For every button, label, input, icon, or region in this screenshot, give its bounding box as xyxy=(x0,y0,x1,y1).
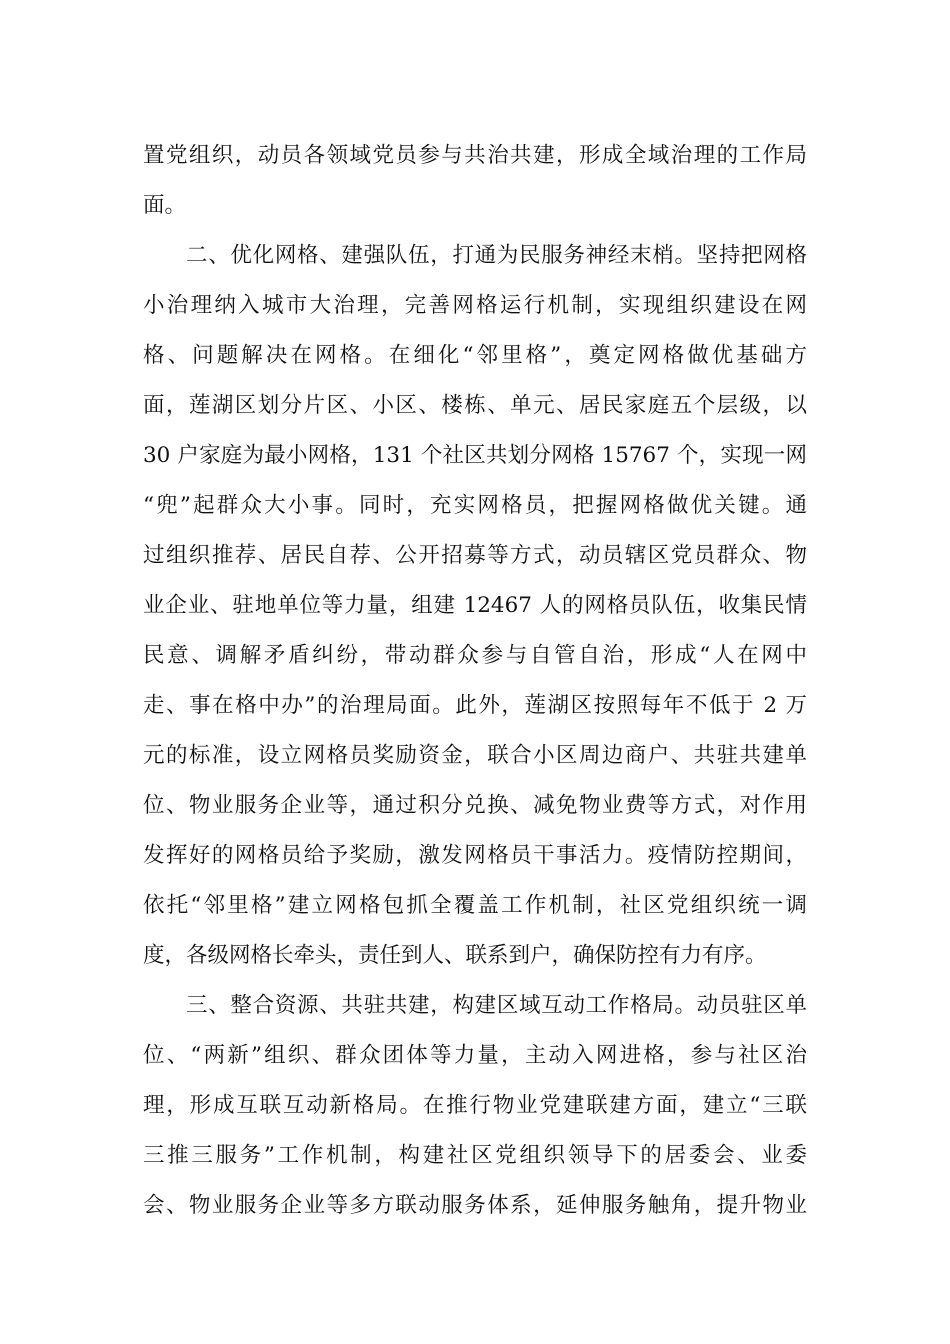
text-line: 会、物业服务企业等多方联动服务体系，延伸服务触角，提升物业 xyxy=(143,1193,807,1218)
text-line: 走、事在格中办”的治理局面。此外，莲湖区按照每年不低于 2 万 xyxy=(143,693,807,718)
text-line: 发挥好的网格员给予奖励，激发网格员干事活力。疫情防控期间， xyxy=(143,843,807,868)
text-line: 面，莲湖区划分片区、小区、楼栋、单元、居民家庭五个层级，以 xyxy=(143,393,807,418)
text-line: 置党组织，动员各领域党员参与共治共建，形成全域治理的工作局 xyxy=(143,143,807,168)
text-line: “兜”起群众大小事。同时，充实网格员，把握网格做优关键。通 xyxy=(143,493,807,518)
text-line: 过组织推荐、居民自荐、公开招募等方式，动员辖区党员群众、物 xyxy=(143,543,807,568)
text-line: 依托“邻里格”建立网格包抓全覆盖工作机制，社区党组织统一调 xyxy=(143,893,807,918)
section-3-heading-line: 三、整合资源、共驻共建，构建区域互动工作格局。动员驻区单 xyxy=(186,993,807,1018)
text-line: 位、物业服务企业等，通过积分兑换、减免物业费等方式，对作用 xyxy=(143,793,807,818)
text-line: 位、“两新”组织、群众团体等力量，主动入网进格，参与社区治 xyxy=(143,1043,807,1068)
text-line: 元的标准，设立网格员奖励资金，联合小区周边商户、共驻共建单 xyxy=(143,743,807,768)
text-line: 理，形成互联互动新格局。在推行物业党建联建方面，建立“三联 xyxy=(143,1093,807,1118)
text-line: 30 户家庭为最小网格，131 个社区共划分网格 15767 个，实现一网 xyxy=(143,443,807,468)
section-2-heading-line: 二、优化网格、建强队伍，打通为民服务神经末梢。坚持把网格 xyxy=(186,243,807,268)
text-line: 格、问题解决在网格。在细化“邻里格”，奠定网格做优基础方 xyxy=(143,343,807,368)
text-line: 民意、调解矛盾纠纷，带动群众参与自管自治，形成“人在网中 xyxy=(143,643,807,668)
text-line: 业企业、驻地单位等力量，组建 12467 人的网格员队伍，收集民情 xyxy=(143,593,807,618)
text-line: 度，各级网格长牵头，责任到人、联系到户，确保防控有力有序。 xyxy=(143,943,767,968)
document-body xyxy=(143,131,807,1231)
text-line: 面。 xyxy=(143,193,187,218)
text-line: 小治理纳入城市大治理，完善网格运行机制，实现组织建设在网 xyxy=(143,293,807,318)
text-line: 三推三服务”工作机制，构建社区党组织领导下的居委会、业委 xyxy=(143,1143,807,1168)
